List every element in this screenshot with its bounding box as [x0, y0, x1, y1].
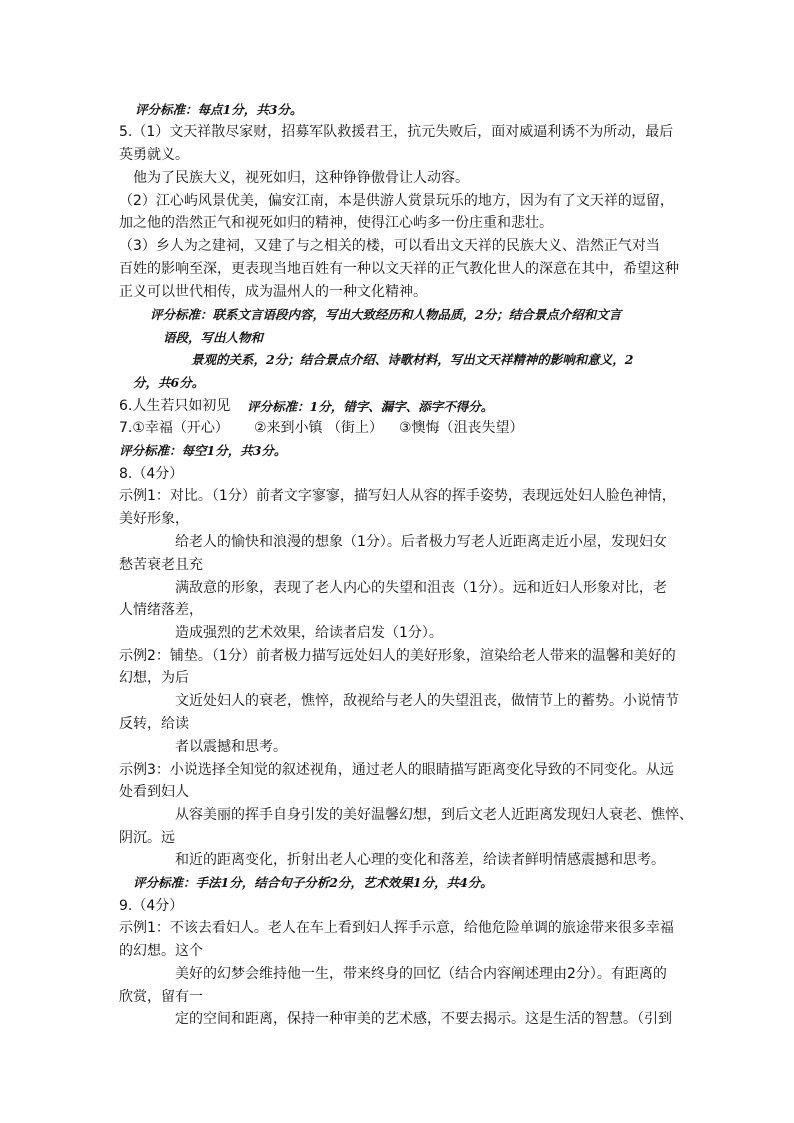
answer-9-header: 9.（4分）	[119, 898, 184, 914]
scoring-standard-8: 评分标准：手法1分，结合句子分析2分，艺术效果1分，共4分。	[133, 875, 493, 890]
scoring-standard-5-line3: 景观的关系，2分；结合景点介绍、诗歌材料，写出文天祥精神的影响和意义，2	[191, 352, 634, 367]
answer-8-ex1-line2: 美好形象，	[119, 511, 189, 527]
scoring-standard-6: 评分标准：1分，错字、漏字、添字不得分。	[247, 399, 494, 414]
answer-8-ex3-line4: 阴沉。远	[119, 830, 175, 846]
answer-8-ex2-line3: 文近处妇人的衰老，憔悴，敌视给与老人的失望沮丧，做情节上的蓄势。小说情节	[175, 693, 679, 709]
answer-8-ex1-line1: 示例1：对比。（1分）前者文字寥寥，描写妇人从容的挥手姿势，表现远处妇人脸色神情，	[119, 488, 676, 504]
scoring-standard-7: 评分标准：每空1分，共3分。	[119, 443, 287, 458]
answer-7-item2: ②来到小镇 （街上）	[254, 420, 384, 436]
answer-8-header: 8.（4分）	[119, 466, 184, 482]
answer-6: 6.人生若只如初见	[119, 398, 231, 414]
answer-5-part1-line2: 英勇就义。	[119, 147, 189, 163]
answer-9-ex1-line4: 欣赏，留有一	[119, 989, 203, 1005]
answer-8-ex3-line3: 从容美丽的挥手自身引发的美好温馨幻想，到后文老人近距离发现妇人衰老、憔悴、	[175, 807, 693, 823]
answer-9-ex1-line3: 美好的幻梦会维持他一生，带来终身的回忆（结合内容阐述理由2分）。有距离的	[175, 966, 667, 982]
answer-5-part1-line3: 他为了民族大义，视死如归，这种铮铮傲骨让人动容。	[133, 170, 469, 186]
answer-8-ex1-line7: 造成强烈的艺术效果，给读者启发（1分）。	[175, 625, 443, 641]
answer-5-part3-line2: 百姓的影响至深，更表现当地百姓有一种以文天祥的正气教化世人的深意在其中，希望这种	[119, 261, 679, 277]
answer-8-ex3-line5: 和近的距离变化，折射出老人心理的变化和落差，给读者鲜明情感震撼和思考。	[175, 852, 665, 868]
answer-8-ex2-line5: 者以震撼和思考。	[175, 739, 287, 755]
scoring-standard-5-line4: 分，共6分。	[133, 375, 205, 390]
answer-8-ex3-line1: 示例3：小说选择全知觉的叙述视角，通过老人的眼睛描写距离变化导致的不同变化。从远	[119, 762, 674, 778]
answer-8-ex1-line6: 人情绪落差，	[119, 602, 203, 618]
answer-5-part1-line1: 5.（1）文天祥散尽家财，招募军队救援君王，抗元失败后，面对威逼利诱不为所动，最后	[119, 124, 674, 140]
answer-7-item3: ③懊悔（沮丧失望）	[399, 420, 524, 436]
answer-8-ex1-line5: 满敌意的形象，表现了老人内心的失望和沮丧（1分）。远和近妇人形象对比，老	[175, 580, 667, 596]
scoring-standard-5-line2: 语段，写出人物和	[163, 330, 264, 345]
answer-9-ex1-line1: 示例1：不该去看妇人。老人在车上看到妇人挥手示意，给他危险单调的旅途带来很多幸福	[119, 920, 674, 936]
scoring-standard-5-line1: 评分标准：联系文言语段内容，写出大致经历和人物品质，2分；结合景点介绍和文言	[150, 307, 622, 322]
answer-8-ex3-line2: 处看到妇人	[119, 784, 189, 800]
answer-8-ex1-line3: 给老人的愉快和浪漫的想象（1分）。后者极力写老人近距离走近小屋，发现妇女	[175, 534, 667, 550]
answer-9-ex1-line2: 的幻想。这个	[119, 943, 203, 959]
answer-5-part3-line1: （3）乡人为之建祠，又建了与之相关的楼，可以看出文天祥的民族大义、浩然正气对当	[119, 238, 660, 254]
answer-5-part2-line2: 加之他的浩然正气和视死如归的精神，使得江心屿多一份庄重和悲壮。	[119, 215, 553, 231]
answer-5-part2-line1: （2）江心屿风景优美，偏安江南，本是供游人赏景玩乐的地方，因为有了文天祥的逗留，	[119, 193, 674, 209]
answer-8-ex2-line4: 反转，给读	[119, 716, 189, 732]
answer-7-item1: 7.①幸福（开心）	[119, 420, 229, 436]
answer-8-ex2-line2: 幻想，为后	[119, 670, 189, 686]
answer-8-ex1-line4: 愁苦衰老且充	[119, 557, 203, 573]
answer-9-ex1-line5: 定的空间和距离，保持一种审美的艺术感，不要去揭示。这是生活的智慧。（引到	[175, 1011, 672, 1027]
scoring-standard-4: 评分标准：每点1分，共3分。	[135, 102, 303, 117]
answer-5-part3-line3: 正义可以世代相传，成为温州人的一种文化精神。	[119, 284, 427, 300]
answer-8-ex2-line1: 示例2：铺垫。（1分）前者极力描写远处妇人的美好形象，渲染给老人带来的温馨和美好的	[119, 648, 676, 664]
